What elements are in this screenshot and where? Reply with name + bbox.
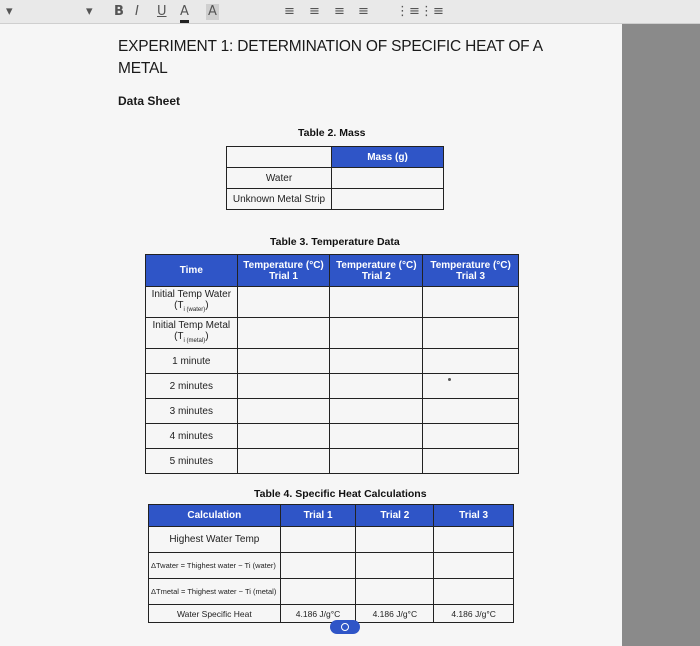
initial-temp-metal-paren: ) <box>205 330 209 342</box>
calc-trial1-header: Trial 1 <box>280 505 356 527</box>
specific-heat-table <box>148 504 514 623</box>
font-color-button[interactable]: A <box>180 4 189 23</box>
temp-cell[interactable] <box>237 349 330 374</box>
row-highest-water-temp: Highest Water Temp <box>149 527 281 553</box>
align-center-button[interactable]: ≡ <box>309 4 320 19</box>
initial-temp-metal-subscript: i (metal) <box>183 337 206 344</box>
temp-cell[interactable] <box>330 287 423 318</box>
bold-button[interactable]: B <box>114 4 124 19</box>
calc-cell[interactable] <box>280 579 356 605</box>
initial-temp-metal-symbol: (T <box>174 330 184 342</box>
row-4-minutes: 4 minutes <box>146 424 238 449</box>
temp-cell[interactable] <box>423 449 519 474</box>
temp-cell[interactable] <box>237 287 330 318</box>
row-5-minutes: 5 minutes <box>146 449 238 474</box>
trial3-column-header: Temperature (°C) Trial 3 <box>423 255 519 287</box>
mass-water-cell[interactable] <box>332 168 444 189</box>
align-right-button[interactable]: ≡ <box>334 4 345 19</box>
temp-cell[interactable] <box>330 349 423 374</box>
mass-row-metal-label: Unknown Metal Strip <box>227 189 332 210</box>
temp-cell[interactable] <box>423 318 519 349</box>
time-column-header: Time <box>146 255 238 287</box>
data-sheet-heading: Data Sheet <box>118 94 181 108</box>
mass-table-corner <box>227 147 332 168</box>
align-left-button[interactable]: ≡ <box>284 4 295 19</box>
italic-button[interactable]: I <box>135 4 139 19</box>
temp-cell[interactable] <box>237 318 330 349</box>
calc-trial2-header: Trial 2 <box>356 505 434 527</box>
temperature-table <box>145 254 519 474</box>
initial-temp-water-paren: ) <box>205 299 209 311</box>
temp-cell[interactable] <box>330 424 423 449</box>
trial2-column-header: Temperature (°C) Trial 2 <box>330 255 423 287</box>
calc-cell[interactable] <box>356 553 434 579</box>
initial-temp-water-subscript: i (water) <box>183 306 206 313</box>
initial-temp-metal-label: Initial Temp Metal <box>152 319 231 331</box>
row-2-minutes: 2 minutes <box>146 374 238 399</box>
numbered-list-button[interactable]: ⋮≡ <box>396 4 420 19</box>
row-initial-temp-water <box>146 287 238 318</box>
temp-cell[interactable] <box>423 374 519 399</box>
cursor-dot <box>448 378 451 381</box>
calc-cell[interactable] <box>280 527 356 553</box>
page-margin-background <box>622 24 700 646</box>
temp-cell[interactable] <box>237 374 330 399</box>
collapse-arrow-icon[interactable]: ▾ <box>6 4 13 19</box>
formatting-toolbar <box>0 0 700 24</box>
calculation-column-header: Calculation <box>149 505 281 527</box>
row-3-minutes: 3 minutes <box>146 399 238 424</box>
mass-row-water-label: Water <box>227 168 332 189</box>
floating-action-button[interactable] <box>330 620 360 634</box>
temp-cell[interactable] <box>423 399 519 424</box>
temp-cell[interactable] <box>423 424 519 449</box>
calc-cell[interactable] <box>356 527 434 553</box>
row-initial-temp-metal <box>146 318 238 349</box>
specific-heat-trial3: 4.186 J/g°C <box>434 605 514 623</box>
table4-caption: Table 4. Specific Heat Calculations <box>254 488 427 500</box>
trial1-column-header: Temperature (°C) Trial 1 <box>237 255 330 287</box>
calc-cell[interactable] <box>356 579 434 605</box>
temp-cell[interactable] <box>330 318 423 349</box>
calc-cell[interactable] <box>434 553 514 579</box>
calc-cell[interactable] <box>434 527 514 553</box>
mass-column-header: Mass (g) <box>332 147 444 168</box>
highlight-button[interactable]: A <box>208 4 217 19</box>
calc-trial3-header: Trial 3 <box>434 505 514 527</box>
specific-heat-trial1: 4.186 J/g°C <box>280 605 356 623</box>
bullet-list-button[interactable]: ⋮≡ <box>420 4 444 19</box>
temp-cell[interactable] <box>423 287 519 318</box>
row-delta-t-water: ΔTwater = Thighest water − Ti (water) <box>149 553 281 579</box>
temp-cell[interactable] <box>330 399 423 424</box>
table2-caption: Table 2. Mass <box>298 127 366 139</box>
dropdown-arrow-icon[interactable]: ▾ <box>86 4 93 19</box>
temp-cell[interactable] <box>330 374 423 399</box>
experiment-title: EXPERIMENT 1: DETERMINATION OF SPECIFIC HEAT OF A METAL <box>118 38 542 77</box>
temp-cell[interactable] <box>330 449 423 474</box>
temp-cell[interactable] <box>237 424 330 449</box>
initial-temp-water-symbol: (T <box>174 299 184 311</box>
temp-cell[interactable] <box>237 449 330 474</box>
justify-button[interactable]: ≡ <box>358 4 369 19</box>
row-water-specific-heat: Water Specific Heat <box>149 605 281 623</box>
temp-cell[interactable] <box>237 399 330 424</box>
calc-cell[interactable] <box>280 553 356 579</box>
table3-caption: Table 3. Temperature Data <box>270 236 400 248</box>
row-delta-t-metal: ΔTmetal = Thighest water − Ti (metal) <box>149 579 281 605</box>
initial-temp-water-label: Initial Temp Water <box>151 288 232 300</box>
temp-cell[interactable] <box>423 349 519 374</box>
specific-heat-trial2: 4.186 J/g°C <box>356 605 434 623</box>
underline-button[interactable]: U <box>157 4 167 19</box>
row-1-minute: 1 minute <box>146 349 238 374</box>
calc-cell[interactable] <box>434 579 514 605</box>
mass-metal-cell[interactable] <box>332 189 444 210</box>
mass-table <box>226 146 444 210</box>
